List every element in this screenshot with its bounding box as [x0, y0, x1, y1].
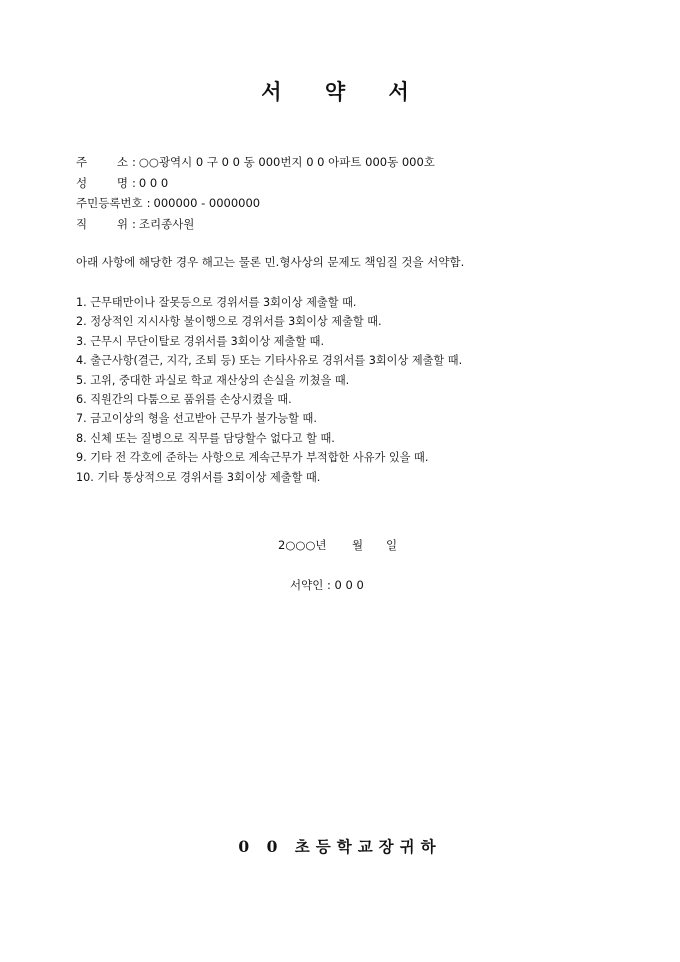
personal-info [76, 152, 435, 234]
document-title: 서 약 서 [261, 79, 427, 104]
info-separator: : [132, 216, 136, 231]
list-item: 1. 근무태만이나 잘못등으로 경위서를 3회이상 제출할 때. [76, 296, 357, 309]
list-item: 8. 신체 또는 질병으로 직무를 담당할수 없다고 할 때. [76, 431, 335, 445]
info-row-position [76, 214, 435, 235]
info-label-address: 주 소 [76, 155, 128, 169]
signer-line: 서약인 : 0 0 0 [290, 578, 364, 592]
info-separator: : [132, 155, 136, 169]
info-label-position: 직 위 [76, 216, 128, 231]
info-value-address: ○○광역시 0 구 0 0 동 000번지 0 0 아파트 000동 000호 [138, 155, 435, 169]
info-row-address [76, 152, 435, 173]
list-item: 5. 고위, 중대한 과실로 학교 재산상의 손실을 끼쳤을 때. [76, 373, 350, 387]
info-row-resident-number [76, 193, 435, 214]
pledge-date [278, 537, 397, 553]
info-label-resident-number: 주민등록번호 [76, 196, 143, 210]
info-value-position: 조리종사원 [138, 216, 195, 231]
date-month: 월 [352, 538, 364, 552]
info-separator: : [132, 175, 136, 190]
list-item: 7. 금고이상의 형을 선고받아 근무가 불가능할 때. [76, 412, 317, 426]
info-value-resident-number: 000000 - 0000000 [153, 196, 261, 210]
date-day: 일 [386, 538, 398, 552]
pledge-intro: 아래 사항에 해당한 경우 해고는 물론 민.형사상의 문제도 책임질 것을 서약함. [76, 255, 465, 269]
info-separator: : [146, 196, 151, 210]
list-item: 6. 직원간의 다툼으로 품위를 손상시켰을 때. [76, 393, 292, 407]
info-label-name: 성 명 [76, 175, 128, 190]
pledge-items-list [76, 293, 462, 487]
list-item: 10. 기타 통상적으로 경위서를 3회이상 제출할 때. [76, 470, 321, 484]
list-item: 9. 기타 전 각호에 준하는 사항으로 계속근무가 부적합한 사유가 있을 때. [76, 451, 429, 465]
date-year: 2○○○년 [278, 538, 327, 552]
list-item: 3. 근무시 무단이탈로 경위서를 3회이상 제출할 때. [76, 334, 325, 348]
list-item: 2. 정상적인 지시사항 불이행으로 경위서를 3회이상 제출할 때. [76, 315, 382, 329]
recipient-line: 0 0 초등학교장귀하 [238, 837, 442, 856]
info-value-name: 0 0 0 [138, 175, 169, 190]
list-item: 4. 출근사항(결근, 지각, 조퇴 등) 또는 기타사유로 경위서를 3회이상 제출할 때. [76, 354, 463, 368]
info-row-name [76, 173, 435, 194]
